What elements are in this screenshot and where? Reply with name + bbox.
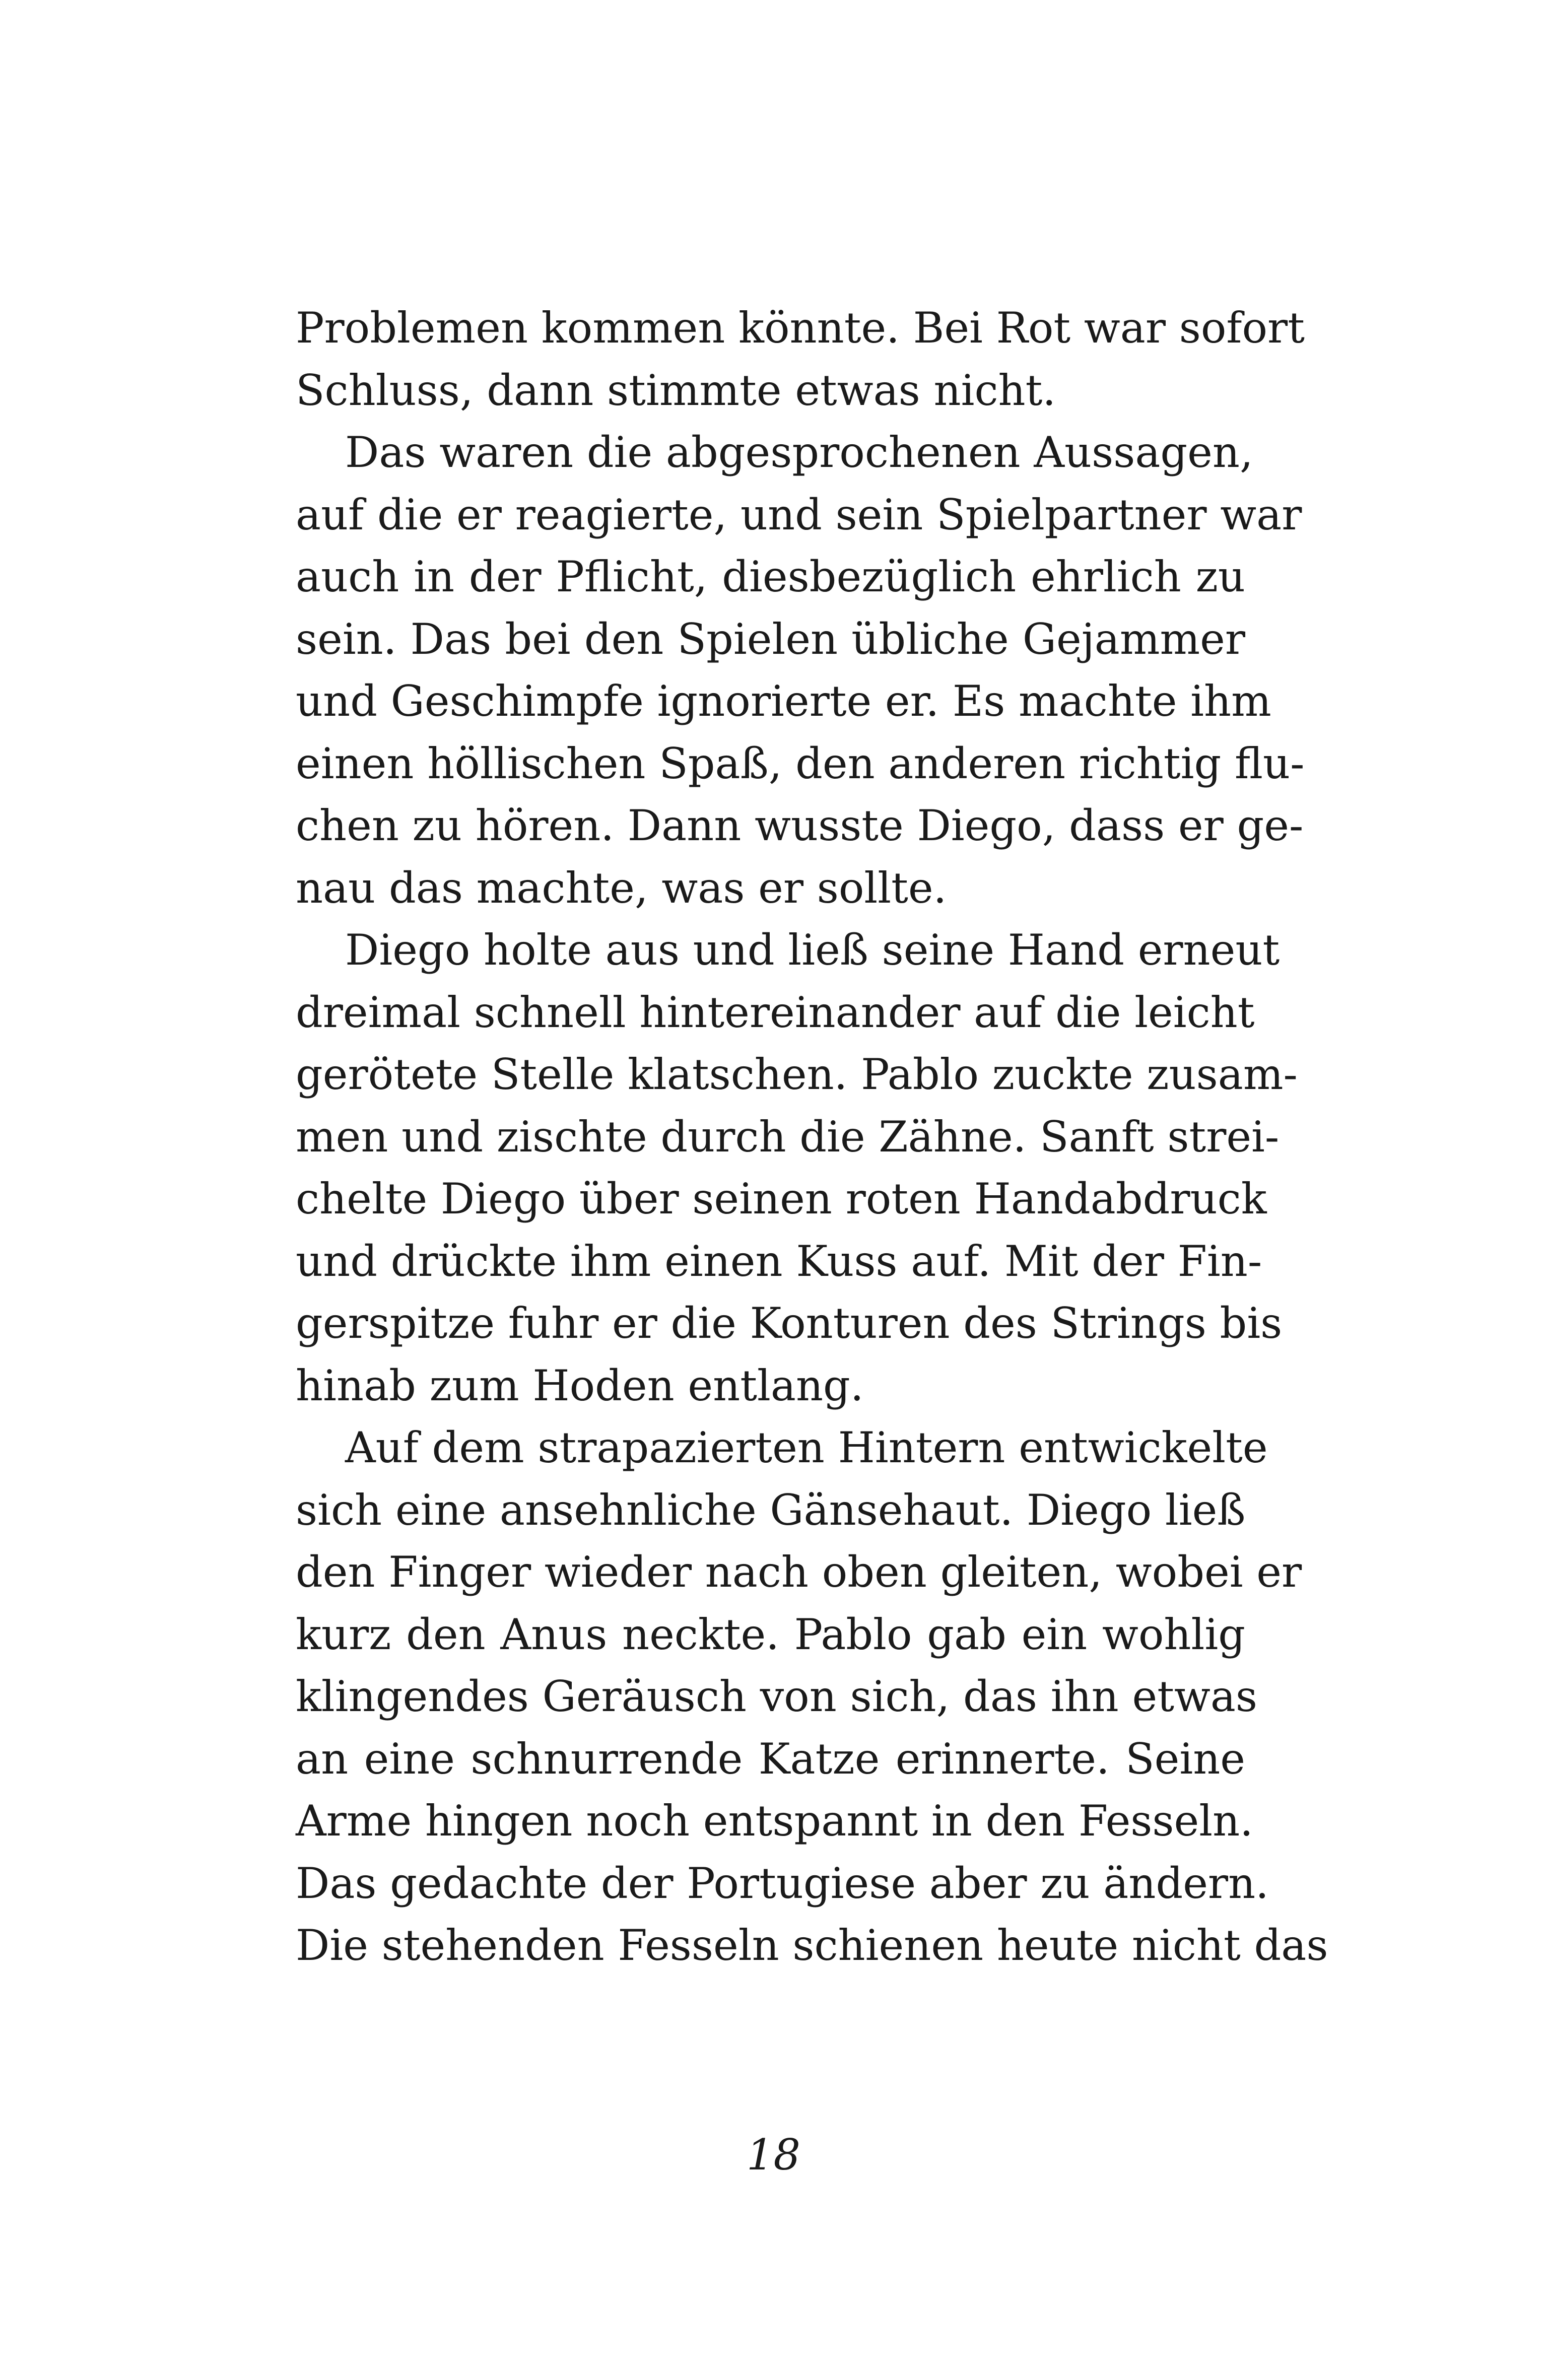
- text-line: Auf dem strapazierten Hintern entwickelte: [345, 1423, 1268, 1472]
- text-line: sein. Das bei den Spielen übliche Gejammer: [296, 614, 1245, 664]
- text-line: den Finger wieder nach oben gleiten, wobei er: [296, 1547, 1302, 1597]
- text-line: und Geschimpfe ignorierte er. Es machte ihm: [296, 676, 1271, 726]
- text-line: chelte Diego über seinen roten Handabdruck: [296, 1174, 1267, 1223]
- text-line: chen zu hören. Dann wusste Diego, dass er ge-: [296, 801, 1304, 850]
- text-line: men und zischte durch die Zähne. Sanft strei-: [296, 1112, 1280, 1162]
- text-line: nau das machte, was er sollte.: [296, 863, 947, 913]
- text-line: Diego holte aus und ließ seine Hand erneut: [345, 925, 1280, 975]
- text-line: gerötete Stelle klatschen. Pablo zuckte zusam-: [296, 1050, 1298, 1099]
- text-line: klingendes Geräusch von sich, das ihn etwas: [296, 1672, 1258, 1721]
- page-number: 18: [747, 2130, 800, 2180]
- text-line: gerspitze fuhr er die Konturen des Strings bis: [296, 1299, 1283, 1348]
- text-line: Problemen kommen könnte. Bei Rot war sofort: [296, 303, 1305, 353]
- text-line: auf die er reagierte, und sein Spielpartner war: [296, 490, 1302, 539]
- text-line: Die stehenden Fesseln schienen heute nicht das: [296, 1921, 1328, 1970]
- text-line: an eine schnurrende Katze erinnerte. Seine: [296, 1734, 1245, 1784]
- text-line: und drückte ihm einen Kuss auf. Mit der Fin-: [296, 1236, 1262, 1286]
- text-line: kurz den Anus neckte. Pablo gab ein wohlig: [296, 1609, 1245, 1659]
- text-line: Das gedachte der Portugiese aber zu ändern.: [296, 1858, 1269, 1908]
- text-line: auch in der Pflicht, diesbezüglich ehrlich zu: [296, 552, 1245, 601]
- text-line: sich eine ansehnliche Gänsehaut. Diego ließ: [296, 1485, 1246, 1535]
- text-line: Schluss, dann stimmte etwas nicht.: [296, 365, 1056, 415]
- text-line: hinab zum Hoden entlang.: [296, 1361, 864, 1410]
- body-text: [296, 297, 1328, 1977]
- text-line: einen höllischen Spaß, den anderen richtig flu-: [296, 738, 1305, 788]
- text-line: Arme hingen noch entspannt in den Fesseln.: [296, 1796, 1253, 1846]
- text-line: Das waren die abgesprochenen Aussagen,: [345, 428, 1253, 477]
- text-line: dreimal schnell hintereinander auf die leicht: [296, 987, 1255, 1037]
